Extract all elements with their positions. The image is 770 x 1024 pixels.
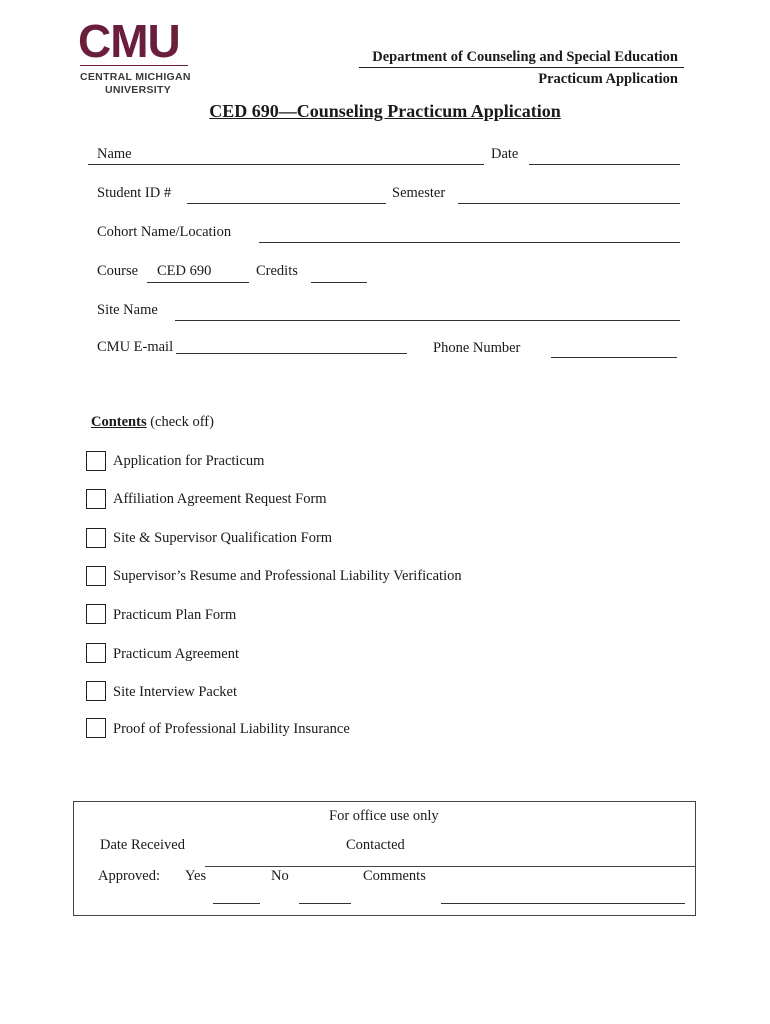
yes-label: Yes: [185, 868, 207, 884]
checklist-item: Proof of Professional Liability Insurance: [113, 721, 350, 737]
header-rule: [359, 67, 684, 68]
no-field[interactable]: [299, 903, 351, 904]
student-id-field[interactable]: [187, 203, 386, 204]
checklist-item: Site Interview Packet: [113, 684, 238, 700]
cohort-field[interactable]: [259, 242, 680, 243]
name-field[interactable]: [88, 164, 484, 165]
email-label: CMU E-mail: [97, 339, 174, 355]
office-use-heading: For office use only: [329, 808, 439, 824]
cmu-logo-underline: [80, 65, 188, 66]
email-field[interactable]: [176, 353, 407, 354]
checkbox-site-interview[interactable]: [86, 681, 106, 701]
checkbox-application[interactable]: [86, 451, 106, 471]
logo-subtitle-line2: UNIVERSITY: [105, 84, 172, 96]
cohort-label: Cohort Name/Location: [97, 224, 232, 240]
course-field: [147, 282, 249, 283]
contents-heading: [91, 415, 214, 430]
student-id-label: Student ID #: [97, 185, 172, 201]
credits-label: Credits: [256, 263, 298, 279]
office-divider: [205, 866, 695, 867]
contacted-label: Contacted: [346, 837, 405, 853]
date-label: Date: [491, 146, 519, 162]
page-title: CED 690—Counseling Practicum Application: [209, 101, 561, 121]
comments-field[interactable]: [441, 903, 685, 904]
checklist-item: Supervisor’s Resume and Professional Liability Verification: [113, 568, 462, 584]
site-name-label: Site Name: [97, 302, 158, 318]
course-label: Course: [97, 263, 139, 279]
comments-label: Comments: [363, 868, 426, 884]
date-field[interactable]: [529, 164, 680, 165]
checklist-item: Practicum Agreement: [113, 646, 240, 662]
checklist-item: Site & Supervisor Qualification Form: [113, 530, 333, 546]
yes-field[interactable]: [213, 903, 260, 904]
checklist-item: Practicum Plan Form: [113, 607, 237, 623]
date-received-label: Date Received: [100, 837, 185, 853]
cmu-logo: CMU: [78, 15, 180, 67]
semester-label: Semester: [392, 185, 446, 201]
name-label: Name: [97, 146, 132, 162]
course-value[interactable]: CED 690: [157, 263, 212, 279]
checklist-item: Application for Practicum: [113, 453, 265, 469]
checkbox-affiliation-agreement[interactable]: [86, 489, 106, 509]
practicum-application-subtitle: Practicum Application: [538, 71, 678, 87]
checkbox-practicum-plan[interactable]: [86, 604, 106, 624]
checkbox-supervisor-resume[interactable]: [86, 566, 106, 586]
semester-field[interactable]: [458, 203, 680, 204]
logo-subtitle-line1: CENTRAL MICHIGAN: [80, 71, 191, 83]
checkbox-site-supervisor[interactable]: [86, 528, 106, 548]
no-label: No: [271, 868, 289, 884]
site-name-field[interactable]: [175, 320, 680, 321]
approved-label: Approved:: [98, 868, 161, 884]
department-heading: Department of Counseling and Special Education: [372, 49, 678, 65]
contents-note: (check off): [146, 414, 214, 430]
checkbox-liability-insurance[interactable]: [86, 718, 106, 738]
credits-field[interactable]: [311, 282, 367, 283]
phone-label: Phone Number: [433, 340, 521, 356]
checklist-item: Affiliation Agreement Request Form: [113, 491, 327, 507]
phone-field[interactable]: [551, 357, 677, 358]
checkbox-practicum-agreement[interactable]: [86, 643, 106, 663]
contents-heading-label: Contents: [91, 414, 147, 430]
